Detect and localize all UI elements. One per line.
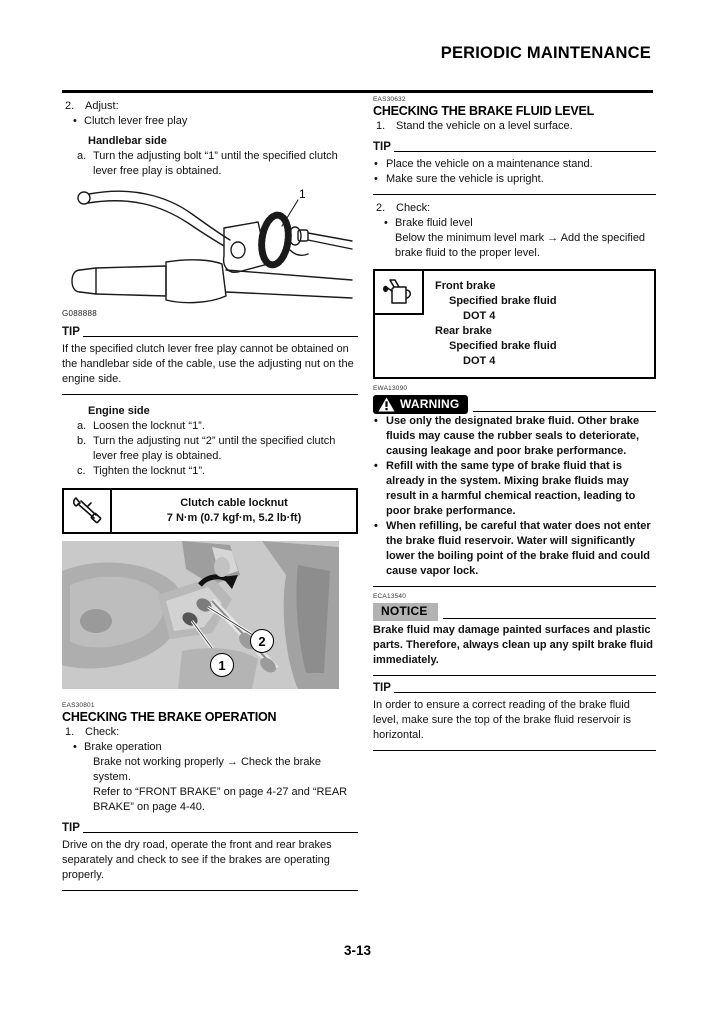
check-text-1: Brake not working properly → Check the brake system. xyxy=(93,756,322,783)
tip-heading: TIP xyxy=(373,141,656,154)
tip-heading: TIP xyxy=(62,326,358,339)
torque-spec-value: 7 N·m (0.7 kgf·m, 5.2 lb·ft) xyxy=(166,512,302,524)
tip-bullet: • Place the vehicle on a maintenance stand. xyxy=(374,158,593,170)
tip-text: In order to ensure a correct reading of the brake fluid level, make sure the top of the brake fluid reservoir is horizontal. xyxy=(373,699,632,741)
step-number: 2. xyxy=(65,100,75,112)
section-rule xyxy=(373,586,656,587)
step-a: a. Turn the adjusting bolt “1” until the specified clutch lever free play is obtained. xyxy=(77,150,338,177)
warning-bullet: • When refilling, be careful that water does not enter the brake fluid reservoir. Water will significantly lower the boiling point of the brake fluid and could cause vapor lock. xyxy=(374,520,651,577)
check-bullet: • Brake operation xyxy=(73,741,162,753)
torque-spec-text xyxy=(112,490,356,532)
right-column xyxy=(373,96,656,757)
warning-bullet: • Refill with the same type of brake fluid that is already in the system. Mixing brake fluids may result in a harmful chemical reaction, leading to poor brake performance. xyxy=(374,460,636,517)
clutch-lever-figure xyxy=(62,188,354,306)
rear-spec-label: Specified brake fluid xyxy=(449,340,557,352)
figure1-code: G088888 xyxy=(62,309,98,318)
figure2-callout-1: 1 xyxy=(210,653,234,677)
warning-header xyxy=(373,395,656,414)
tip-underline xyxy=(83,336,358,337)
step-label: Adjust: xyxy=(85,100,119,112)
notice-text: Brake fluid may damage painted surfaces and plastic parts. Therefore, always clean up any spilt brake fluid immediately. xyxy=(373,624,653,666)
engine-step-a: a. Loosen the locknut “1”. xyxy=(77,420,205,432)
tip-heading: TIP xyxy=(373,682,656,695)
notice-badge: NOTICE xyxy=(373,603,438,621)
notice-header xyxy=(373,603,656,621)
front-spec-value: DOT 4 xyxy=(463,310,496,322)
adjust-bullet: • Clutch lever free play xyxy=(73,115,188,127)
oil-can-icon xyxy=(375,271,424,315)
tip-underline xyxy=(394,692,656,693)
warning-badge: WARNING xyxy=(373,395,468,414)
torque-spec-box xyxy=(62,488,358,534)
section-rule xyxy=(373,194,656,195)
engine-side-figure xyxy=(62,541,339,689)
warning-code: EWA13090 xyxy=(373,385,408,392)
rear-spec-value: DOT 4 xyxy=(463,355,496,367)
header-rule xyxy=(62,90,653,93)
figure2-callout-2: 2 xyxy=(250,629,274,653)
rear-brake-label: Rear brake xyxy=(435,325,492,337)
notice-code: ECA13540 xyxy=(373,593,407,600)
engine-side-photo xyxy=(62,541,339,689)
torque-wrench-icon xyxy=(64,490,112,532)
page-number: 3-13 xyxy=(343,943,372,958)
handlebar-side-heading: Handlebar side xyxy=(88,135,167,147)
front-spec-label: Specified brake fluid xyxy=(449,295,557,307)
check-text: Below the minimum level mark → Add the specified brake fluid to the proper level. xyxy=(395,232,646,259)
section-rule xyxy=(62,890,358,891)
check-bullet: • Brake fluid level xyxy=(384,217,473,229)
brake-operation-heading: CHECKING THE BRAKE OPERATION xyxy=(62,710,277,724)
check-text-2: Refer to “FRONT BRAKE” on page 4-27 and “REAR BRAKE” on page 4-40. xyxy=(93,786,348,813)
warning-triangle-icon xyxy=(378,397,395,412)
engine-step-c: c. Tighten the locknut “1”. xyxy=(77,465,206,477)
warning-bullets xyxy=(373,414,656,579)
tip-text: If the specified clutch lever free play cannot be obtained on the handlebar side of the cable, use the adjusting nut on the engine side. xyxy=(62,343,354,385)
brake-fluid-heading: CHECKING THE BRAKE FLUID LEVEL xyxy=(373,104,595,118)
front-brake-label: Front brake xyxy=(435,280,496,292)
tip-heading: TIP xyxy=(62,822,358,835)
tip-underline xyxy=(394,151,656,152)
tip-underline xyxy=(83,832,358,833)
fluid-spec-box xyxy=(373,269,656,379)
check-step: 1. Check: xyxy=(65,726,120,738)
step-1: 1. Stand the vehicle on a level surface. xyxy=(376,120,573,132)
section-rule xyxy=(62,394,358,395)
notice-underline xyxy=(443,618,656,619)
adjust-step xyxy=(62,99,358,114)
warning-underline xyxy=(473,411,656,412)
left-column xyxy=(62,99,358,897)
tip-bullet: • Make sure the vehicle is upright. xyxy=(374,173,544,185)
warning-bullet: • Use only the designated brake fluid. Other brake fluids may cause the rubber seals to deteriorate, causing leakage and poor brake performance. xyxy=(374,415,640,457)
section-code: EAS30801 xyxy=(62,702,95,709)
section-rule xyxy=(373,675,656,676)
torque-spec-name: Clutch cable locknut xyxy=(180,497,288,509)
step-2: 2. Check: xyxy=(376,202,431,214)
clutch-lever-drawing xyxy=(62,188,354,306)
engine-side-heading: Engine side xyxy=(88,405,150,417)
section-rule xyxy=(373,750,656,751)
figure1-callout-1: 1 xyxy=(299,187,306,201)
tip-text: Drive on the dry road, operate the front and rear brakes separately and check to see if the brakes are operating properly. xyxy=(62,839,332,881)
section-code: EAS30632 xyxy=(373,96,406,103)
engine-step-b: b. Turn the adjusting nut “2” until the specified clutch lever free play is obtained. xyxy=(77,435,336,462)
page-title: PERIODIC MAINTENANCE xyxy=(440,44,651,62)
